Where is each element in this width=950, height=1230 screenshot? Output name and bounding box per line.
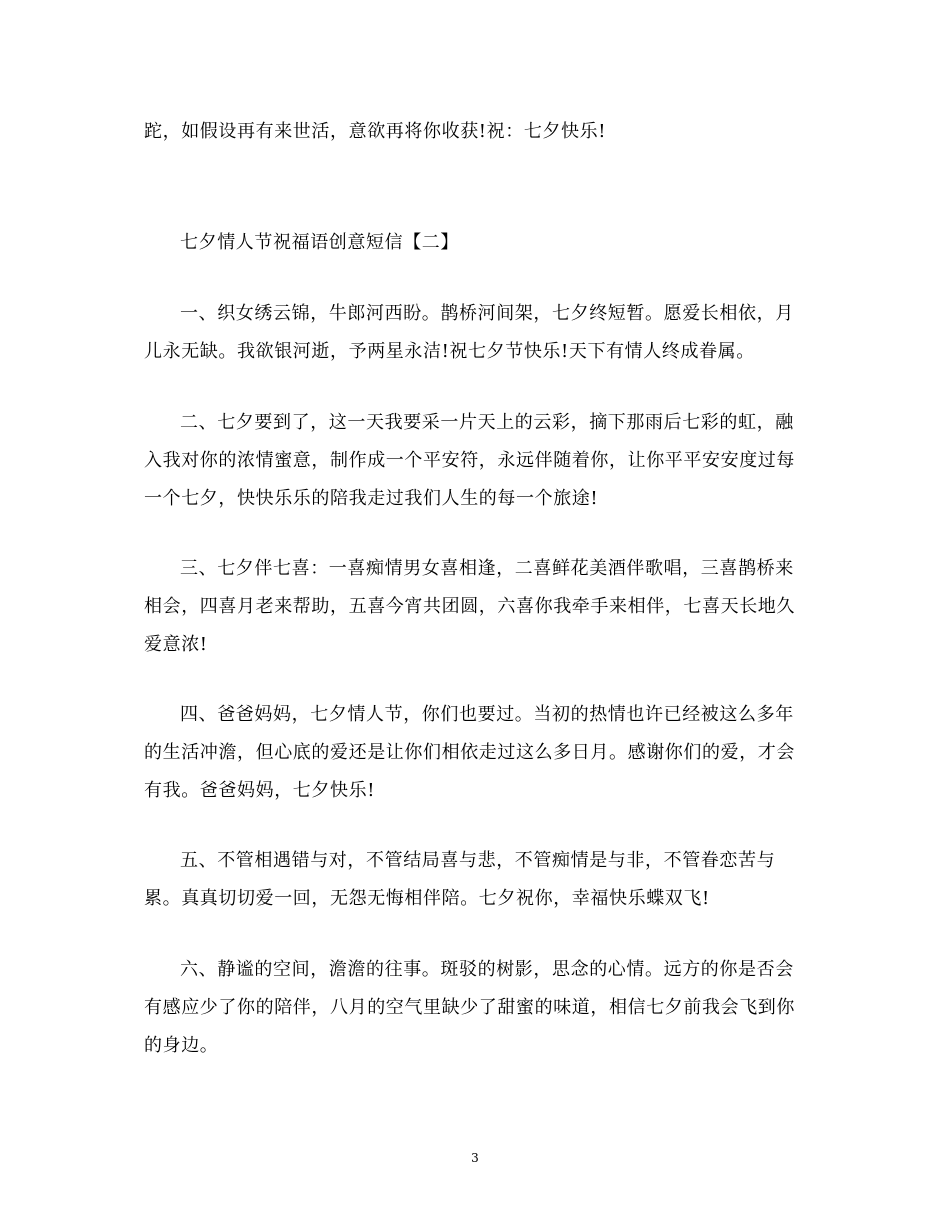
paragraph-line: 儿永无缺。我欲银河逝，予两星永洁!祝七夕节快乐!天下有情人终成眷属。 [144,341,755,362]
opening-line: 跎，如假设再有来世活，意欲再将你收获!祝：七夕快乐! [144,121,607,142]
paragraph-line: 的身边。 [144,1035,219,1056]
paragraph-line: 一个七夕，快快乐乐的陪我走过我们人生的每一个旅途! [144,488,599,509]
paragraph-line: 二、七夕要到了，这一天我要采一片天上的云彩，摘下那雨后七彩的虹，融 [180,412,794,433]
section-title: 七夕情人节祝福语创意短信【二】 [180,232,459,253]
paragraph-line: 有感应少了你的陪伴，八月的空气里缺少了甜蜜的味道，相信七夕前我会飞到你 [144,997,795,1018]
paragraph-line: 的生活冲澹，但心底的爱还是让你们相依走过这么多日月。感谢你们的爱，才会 [144,742,795,763]
paragraph-line: 累。真真切切爱一回，无怨无悔相伴陪。七夕祝你，幸福快乐蝶双飞! [144,888,710,909]
page-number: 3 [471,1151,479,1165]
paragraph-line: 有我。爸爸妈妈，七夕快乐! [144,780,376,801]
paragraph-line: 四、爸爸妈妈，七夕情人节，你们也要过。当初的热情也许已经被这么多年 [180,704,794,725]
paragraph-line: 入我对你的浓情蜜意，制作成一个平安符，永远伴随着你，让你平平安安度过每 [144,450,795,471]
paragraph-line: 六、静谧的空间，澹澹的往事。斑驳的树影，思念的心情。远方的你是否会 [180,959,794,980]
paragraph-line: 五、不管相遇错与对，不管结局喜与悲，不管痴情是与非，不管眷恋苦与 [180,850,776,871]
paragraph-line: 爱意浓! [144,634,208,655]
paragraph-line: 一、织女绣云锦，牛郎河西盼。鹊桥河间架，七夕终短暂。愿爱长相依，月 [180,303,794,324]
paragraph-line: 相会，四喜月老来帮助，五喜今宵共团圆，六喜你我牵手来相伴，七喜天长地久 [144,596,795,617]
paragraph-line: 三、七夕伴七喜：一喜痴情男女喜相逢，二喜鲜花美酒伴歌唱，三喜鹊桥来 [180,558,794,579]
